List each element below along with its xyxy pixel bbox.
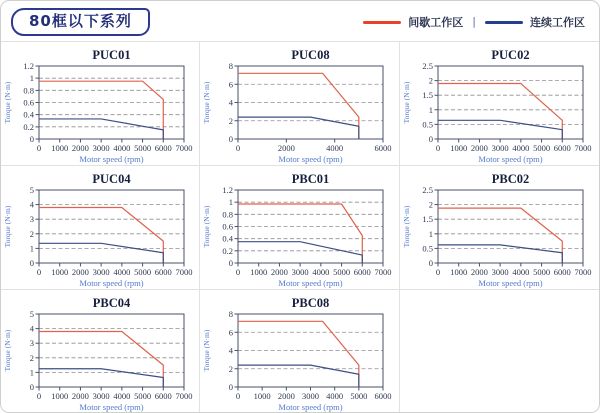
y-tick-label: 1 [429, 228, 434, 239]
series-title-badge [11, 8, 150, 36]
x-axis-label: Motor speed (rpm) [79, 402, 144, 412]
x-tick-label: 2000 [278, 143, 296, 153]
series-line-continuous [39, 243, 163, 263]
plot-border [438, 66, 583, 139]
x-axis-label: Motor speed (rpm) [278, 154, 344, 164]
y-tick-label: 0.8 [222, 209, 234, 220]
x-tick-label: 6000 [154, 267, 172, 277]
y-tick-label: 3 [29, 338, 35, 349]
chart-puc08 [200, 45, 398, 165]
x-tick-label: 1000 [51, 391, 69, 401]
y-tick-label: 3 [29, 214, 35, 225]
y-axis-label: Torque (N·m) [3, 81, 13, 124]
y-tick-label: 1 [29, 243, 35, 254]
x-tick-label: 2000 [72, 267, 90, 277]
x-tick-label: 6000 [354, 267, 372, 277]
y-tick-label: 0.5 [422, 243, 434, 254]
x-tick-label: 1000 [450, 143, 468, 153]
x-tick-label: 3000 [491, 143, 509, 153]
x-tick-label: 6000 [374, 391, 392, 401]
series-line-continuous [238, 242, 362, 263]
x-tick-label: 0 [436, 143, 441, 153]
x-tick-label: 3000 [92, 143, 110, 153]
plot-border [39, 314, 184, 387]
x-tick-label: 6000 [154, 143, 172, 153]
x-axis-label: Motor speed (rpm) [79, 278, 144, 288]
chart-pbc04 [1, 293, 199, 413]
y-tick-label: 5 [29, 185, 35, 195]
x-tick-label: 4000 [312, 267, 330, 277]
x-tick-label: 0 [236, 143, 241, 153]
y-tick-label: 1.5 [422, 90, 434, 101]
chart-pbc08 [200, 293, 398, 413]
x-tick-label: 2000 [278, 391, 296, 401]
x-tick-label: 3000 [302, 391, 320, 401]
x-axis-label: Motor speed (rpm) [278, 402, 344, 412]
y-tick-label: 1 [29, 367, 35, 378]
y-axis-label: Torque (N·m) [3, 329, 13, 372]
x-tick-label: 3000 [491, 267, 509, 277]
intermittent-line-swatch [363, 21, 401, 24]
x-tick-label: 4000 [512, 267, 530, 277]
y-tick-label: 0 [229, 134, 234, 144]
y-tick-label: 1.2 [23, 61, 35, 71]
legend-label-intermittent: 间歇工作区 [408, 16, 464, 29]
series-line-intermittent [39, 81, 163, 139]
x-tick-label: 2000 [72, 143, 90, 153]
x-tick-label: 1000 [254, 391, 272, 401]
y-tick-label: 1.5 [422, 214, 434, 225]
x-tick-label: 0 [37, 391, 42, 401]
series-line-intermittent [238, 321, 359, 387]
x-tick-label: 3000 [92, 391, 110, 401]
series-line-continuous [438, 120, 562, 139]
x-tick-label: 5000 [134, 267, 152, 277]
chart-title: PBC08 [292, 296, 330, 310]
x-axis-label: Motor speed (rpm) [478, 154, 543, 164]
y-axis-label: Torque (N·m) [402, 205, 412, 248]
y-tick-label: 6 [229, 327, 234, 338]
chart-cell [400, 166, 599, 290]
x-tick-label: 1000 [450, 267, 468, 277]
y-tick-label: 0 [29, 134, 35, 144]
y-tick-label: 0 [429, 258, 434, 268]
series-line-intermittent [238, 204, 362, 263]
x-tick-label: 6000 [374, 143, 392, 153]
x-tick-label: 1000 [51, 267, 69, 277]
x-axis-label: Motor speed (rpm) [79, 154, 144, 164]
y-tick-label: 4 [229, 97, 234, 108]
x-axis-label: Motor speed (rpm) [278, 278, 344, 288]
x-tick-label: 5000 [134, 391, 152, 401]
x-tick-label: 2000 [271, 267, 289, 277]
y-tick-label: 2 [29, 228, 35, 239]
y-tick-label: 0.2 [222, 245, 234, 256]
chart-title: PUC04 [92, 172, 131, 186]
series-line-intermittent [39, 208, 163, 263]
y-tick-label: 4 [29, 323, 35, 334]
legend-item-intermittent [363, 14, 463, 30]
chart-cell [1, 42, 200, 166]
x-tick-label: 4000 [326, 391, 344, 401]
x-tick-label: 2000 [471, 143, 489, 153]
y-tick-label: 8 [229, 309, 234, 319]
y-tick-label: 1 [229, 197, 234, 208]
legend-item-continuous [485, 14, 585, 30]
chart-puc02 [400, 45, 598, 165]
chart-title: PUC02 [491, 48, 530, 62]
y-tick-label: 4 [229, 345, 234, 356]
series-line-continuous [39, 119, 163, 139]
x-tick-label: 4000 [113, 143, 131, 153]
y-tick-label: 2 [229, 363, 234, 374]
chart-cell [200, 166, 399, 290]
continuous-line-swatch [485, 21, 523, 24]
y-tick-label: 5 [29, 309, 35, 319]
x-tick-label: 1000 [250, 267, 268, 277]
y-tick-label: 1.2 [222, 185, 234, 195]
x-tick-label: 3000 [92, 267, 110, 277]
y-tick-label: 0.6 [222, 221, 234, 232]
chart-puc04 [1, 169, 199, 289]
x-tick-label: 6000 [554, 143, 572, 153]
x-tick-label: 7000 [175, 267, 193, 277]
series-line-continuous [39, 369, 163, 387]
y-tick-label: 2 [29, 352, 35, 363]
legend-label-continuous: 连续工作区 [530, 16, 585, 29]
y-tick-label: 0 [29, 258, 35, 268]
chart-title: PUC08 [291, 48, 331, 62]
chart-cell [1, 290, 200, 413]
y-tick-label: 0.5 [422, 119, 434, 130]
y-tick-label: 0.4 [23, 109, 35, 120]
series-line-intermittent [238, 73, 359, 139]
series-line-intermittent [438, 84, 562, 139]
x-tick-label: 5000 [333, 267, 351, 277]
x-tick-label: 6000 [554, 267, 572, 277]
x-tick-label: 1000 [51, 143, 69, 153]
x-tick-label: 7000 [374, 267, 392, 277]
x-tick-label: 0 [236, 267, 241, 277]
y-tick-label: 0.6 [23, 97, 35, 108]
y-tick-label: 0 [429, 134, 434, 144]
y-tick-label: 8 [229, 61, 234, 71]
series-line-intermittent [39, 332, 163, 387]
x-tick-label: 5000 [533, 143, 551, 153]
legend [363, 14, 585, 30]
y-axis-label: Torque (N·m) [3, 205, 13, 248]
x-tick-label: 3000 [292, 267, 310, 277]
empty-cell [400, 290, 599, 413]
series-title: 80框以下系列 [29, 12, 132, 30]
y-tick-label: 2.5 [422, 185, 434, 195]
chart-title: PUC01 [92, 48, 131, 62]
y-tick-label: 4 [29, 199, 35, 210]
x-tick-label: 0 [37, 143, 42, 153]
x-tick-label: 5000 [350, 391, 368, 401]
chart-title: PBC02 [492, 172, 530, 186]
y-tick-label: 6 [229, 79, 234, 90]
chart-cell [200, 290, 399, 413]
chart-cell [1, 166, 200, 290]
series-line-continuous [438, 245, 562, 263]
y-tick-label: 1 [429, 104, 434, 115]
chart-cell [200, 42, 399, 166]
y-axis-label: Torque (N·m) [402, 81, 412, 124]
y-tick-label: 2 [429, 199, 434, 210]
x-tick-label: 7000 [574, 267, 592, 277]
chart-puc01 [1, 45, 199, 165]
y-axis-label: Torque (N·m) [202, 205, 212, 248]
x-tick-label: 4000 [512, 143, 530, 153]
x-tick-label: 0 [37, 267, 42, 277]
y-axis-label: Torque (N·m) [202, 81, 212, 124]
x-axis-label: Motor speed (rpm) [478, 278, 543, 288]
y-tick-label: 0 [229, 258, 234, 268]
chart-title: PBC01 [292, 172, 330, 186]
x-tick-label: 5000 [533, 267, 551, 277]
x-tick-label: 7000 [175, 143, 193, 153]
y-tick-label: 2 [429, 75, 434, 86]
x-tick-label: 0 [436, 267, 441, 277]
x-tick-label: 4000 [326, 143, 344, 153]
x-tick-label: 7000 [574, 143, 592, 153]
x-tick-label: 5000 [134, 143, 152, 153]
y-tick-label: 0.4 [222, 233, 234, 244]
panel-header [1, 1, 599, 41]
chart-pbc02 [400, 169, 598, 289]
chart-cell [400, 42, 599, 166]
y-tick-label: 0.2 [23, 121, 35, 132]
chart-grid [1, 41, 599, 412]
y-tick-label: 2.5 [422, 61, 434, 71]
x-tick-label: 7000 [175, 391, 193, 401]
y-tick-label: 1 [29, 73, 35, 84]
x-tick-label: 4000 [113, 267, 131, 277]
y-tick-label: 0 [29, 382, 35, 392]
x-tick-label: 2000 [471, 267, 489, 277]
x-tick-label: 6000 [154, 391, 172, 401]
chart-title: PBC04 [92, 296, 131, 310]
x-tick-label: 0 [236, 391, 241, 401]
y-tick-label: 0.8 [23, 85, 35, 96]
legend-separator: | [472, 14, 476, 28]
series-line-intermittent [438, 208, 562, 263]
y-tick-label: 0 [229, 382, 234, 392]
x-tick-label: 2000 [72, 391, 90, 401]
y-axis-label: Torque (N·m) [202, 329, 212, 372]
x-tick-label: 4000 [113, 391, 131, 401]
y-tick-label: 2 [229, 115, 234, 126]
chart-pbc01 [200, 169, 398, 289]
